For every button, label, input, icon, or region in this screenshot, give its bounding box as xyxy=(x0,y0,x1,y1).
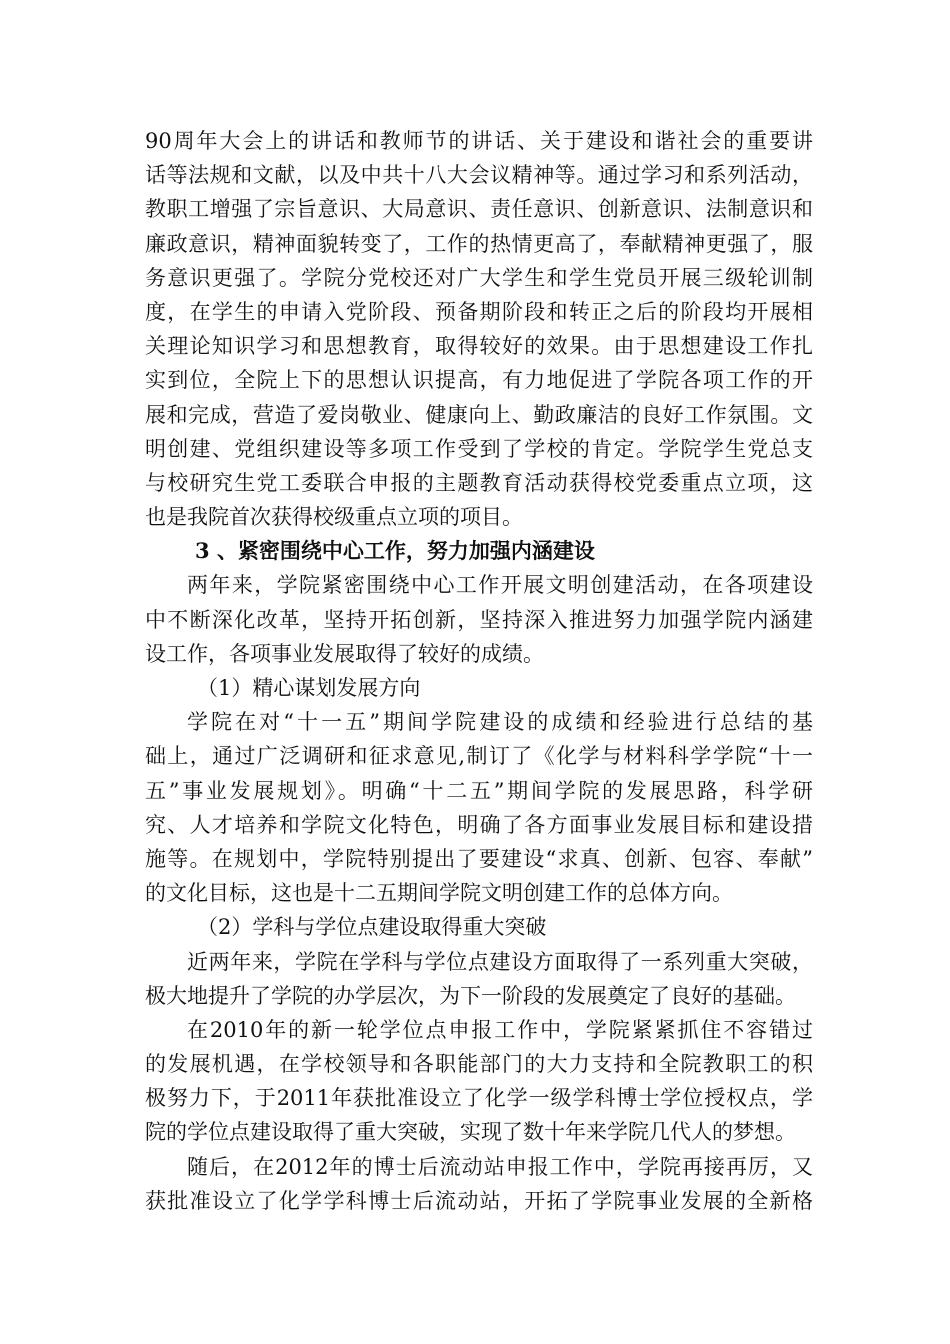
paragraph-line: 明创建、党组织建设等多项工作受到了学校的肯定。学院学生党总支 xyxy=(145,436,813,461)
paragraph-line: 话等法规和文献，以及中共十八大会议精神等。通过学习和系列活动， xyxy=(145,163,813,188)
paragraph-line: 90周年大会上的讲话和教师节的讲话、关于建设和谐社会的重要讲 xyxy=(145,129,813,153)
subsection-heading: （1）精心谋划发展方向 xyxy=(197,676,421,700)
paragraph-line: 院的学位点建设取得了重大突破，实现了数十年来学院几代人的梦想。 xyxy=(145,1120,796,1145)
paragraph-line: 实到位，全院上下的思想认识提高，有力地促进了学院各项工作的开 xyxy=(145,368,813,393)
paragraph-line: 究、人才培养和学院文化特色，明确了各方面事业发展目标和建设措 xyxy=(145,812,813,837)
paragraph-line: 在2010年的新一轮学位点申报工作中，学院紧紧抓住不容错过 xyxy=(187,1017,813,1042)
paragraph-line: 极努力下，于2011年获批准设立了化学一级学科博士学位授权点，学 xyxy=(145,1086,813,1111)
paragraph-line: 教职工增强了宗旨意识、大局意识、责任意识、创新意识、法制意识和 xyxy=(145,197,813,222)
paragraph-line: 五”事业发展规划》。明确“十二五”期间学院的发展思路，科学研 xyxy=(145,778,813,803)
paragraph-line: 学院在对“十一五”期间学院建设的成绩和经验进行总结的基 xyxy=(187,710,813,735)
paragraph-line: 也是我院首次获得校级重点立项的项目。 xyxy=(145,505,523,530)
paragraph-line: 廉政意识，精神面貌转变了，工作的热情更高了，奉献精神更强了，服 xyxy=(145,231,813,256)
paragraph-line: 务意识更强了。学院分党校还对广大学生和学生党员开展三级轮训制 xyxy=(145,265,813,290)
section-heading: 3 、紧密围绕中心工作，努力加强内涵建设 xyxy=(195,538,595,564)
paragraph-line: 施等。在规划中，学院特别提出了要建设“求真、创新、包容、奉献” xyxy=(145,846,813,871)
paragraph-line: 度，在学生的申请入党阶段、预备期阶段和转正之后的阶段均开展相 xyxy=(145,299,813,324)
paragraph-line: 中不断深化改革，坚持开拓创新，坚持深入推进努力加强学院内涵建 xyxy=(145,607,813,632)
paragraph-line: 极大地提升了学院的办学层次，为下一阶段的发展奠定了良好的基础。 xyxy=(145,983,796,1008)
paragraph-line: 两年来，学院紧密围绕中心工作开展文明创建活动，在各项建设 xyxy=(187,573,813,598)
paragraph-line: 关理论知识学习和思想教育，取得较好的效果。由于思想建设工作扎 xyxy=(145,334,813,359)
paragraph-line: 随后，在2012年的博士后流动站申报工作中，学院再接再厉，又 xyxy=(187,1154,813,1179)
paragraph-line: 础上，通过广泛调研和征求意见,制订了《化学与材料科学学院“十一 xyxy=(145,744,813,769)
paragraph-line: 展和完成，营造了爱岗敬业、健康向上、勤政廉洁的良好工作氛围。文 xyxy=(145,402,813,427)
subsection-heading: （2）学科与学位点建设取得重大突破 xyxy=(197,915,547,940)
paragraph-line: 获批准设立了化学学科博士后流动站，开拓了学院事业发展的全新格 xyxy=(145,1188,813,1213)
paragraph-line: 与校研究生党工委联合申报的主题教育活动获得校党委重点立项，这 xyxy=(145,470,813,495)
paragraph-line: 近两年来，学院在学科与学位点建设方面取得了一系列重大突破， xyxy=(187,949,813,974)
paragraph-line: 设工作，各项事业发展取得了较好的成绩。 xyxy=(145,641,544,666)
document-page xyxy=(145,124,813,1218)
paragraph-line: 的发展机遇，在学校领导和各职能部门的大力支持和全院教职工的积 xyxy=(145,1052,813,1077)
paragraph-line: 的文化目标，这也是十二五期间学院文明创建工作的总体方向。 xyxy=(145,881,733,906)
